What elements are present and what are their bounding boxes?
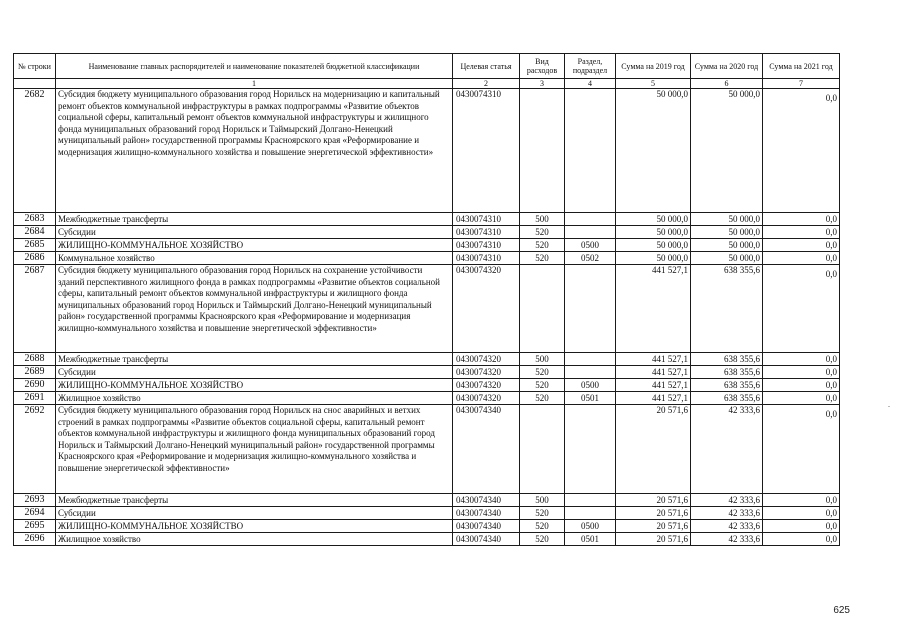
row-target-article: 0430074340	[453, 494, 520, 507]
row-sum-2021: 0,0	[763, 366, 840, 379]
row-name: Межбюджетные трансферты	[56, 353, 453, 366]
row-target-article: 0430074320	[453, 379, 520, 392]
row-sum-2019: 20 571,6	[616, 494, 691, 507]
row-section	[565, 507, 616, 520]
row-number: 2685	[14, 239, 56, 252]
row-sum-2019: 441 527,1	[616, 265, 691, 353]
row-number: 2689	[14, 366, 56, 379]
row-name: Субсидия бюджету муниципального образования город Норильск на сохранение устойчивости зданий перспективного жилищного фонда в рамках подпрограммы «Развитие объектов социальной сферы, капитальный ремонт объектов коммунальной инфраструктуры и жилищного фонда муниципальных образований город Норильск и Таймырский Долгано-Ненецкий муниципальный район» государственной программы Красноярского края «Реформирование и модернизация жилищно-коммунального хозяйства и повышение энергетической эффективности»	[56, 265, 453, 353]
row-expense-type: 520	[520, 533, 565, 546]
header-col-index: 7	[763, 79, 840, 89]
row-sum-2021: 0,0	[763, 533, 840, 546]
row-sum-2019: 20 571,6	[616, 405, 691, 494]
table-row	[14, 520, 840, 533]
row-sum-2019: 20 571,6	[616, 507, 691, 520]
row-sum-2021: 0,0	[763, 353, 840, 366]
row-sum-2021: 0,0	[763, 265, 840, 353]
row-sum-2020: 50 000,0	[691, 226, 763, 239]
header-sum-2020: Сумма на 2020 год	[691, 54, 763, 79]
row-name: ЖИЛИЩНО-КОММУНАЛЬНОЕ ХОЗЯЙСТВО	[56, 520, 453, 533]
row-number: 2687	[14, 265, 56, 353]
row-sum-2021: 0,0	[763, 392, 840, 405]
row-expense-type: 520	[520, 507, 565, 520]
row-sum-2020: 638 355,6	[691, 366, 763, 379]
row-section	[565, 265, 616, 353]
header-col-index: 2	[453, 79, 520, 89]
row-sum-2021: 0,0	[763, 507, 840, 520]
row-name: Субсидии	[56, 366, 453, 379]
row-target-article: 0430074310	[453, 226, 520, 239]
row-sum-2020: 50 000,0	[691, 89, 763, 213]
row-name: Субсидия бюджету муниципального образования город Норильск на модернизацию и капитальный ремонт объектов коммунальной инфраструктуры в рамках подпрограммы «Развитие объектов социальной сферы, капитальный ремонт объектов коммунальной инфраструктуры и жилищного фонда муниципальных образований город Норильск и Таймырский Долгано-Ненецкий муниципальный район» государственной программы Красноярского края «Реформирование и модернизация жилищно-коммунального хозяйства и повышение энергетической эффективности»	[56, 89, 453, 213]
table-row	[14, 213, 840, 226]
row-name: ЖИЛИЩНО-КОММУНАЛЬНОЕ ХОЗЯЙСТВО	[56, 239, 453, 252]
header-sum-2019: Сумма на 2019 год	[616, 54, 691, 79]
table-row	[14, 239, 840, 252]
header-name: Наименование главных распорядителей и наименование показателей бюджетной классификации	[56, 54, 453, 79]
row-sum-2019: 50 000,0	[616, 226, 691, 239]
row-sum-2019: 441 527,1	[616, 353, 691, 366]
row-name: Коммунальное хозяйство	[56, 252, 453, 265]
row-number: 2696	[14, 533, 56, 546]
row-section	[565, 226, 616, 239]
table-row	[14, 226, 840, 239]
row-sum-2019: 441 527,1	[616, 366, 691, 379]
row-sum-2019: 50 000,0	[616, 89, 691, 213]
row-sum-2020: 50 000,0	[691, 213, 763, 226]
budget-table	[13, 53, 840, 546]
row-name: Жилищное хозяйство	[56, 533, 453, 546]
header-col-index: 3	[520, 79, 565, 89]
row-expense-type: 500	[520, 353, 565, 366]
table-row	[14, 494, 840, 507]
row-target-article: 0430074320	[453, 353, 520, 366]
row-section: 0501	[565, 533, 616, 546]
row-number: 2694	[14, 507, 56, 520]
header-col-index	[14, 79, 56, 89]
row-name: Субсидии	[56, 507, 453, 520]
row-number: 2693	[14, 494, 56, 507]
row-target-article: 0430074320	[453, 366, 520, 379]
row-expense-type	[520, 265, 565, 353]
row-section: 0500	[565, 239, 616, 252]
table-row	[14, 392, 840, 405]
row-sum-2021: 0,0	[763, 213, 840, 226]
row-sum-2021: 0,0	[763, 226, 840, 239]
row-sum-2021: 0,0	[763, 405, 840, 494]
table-row	[14, 252, 840, 265]
row-section	[565, 89, 616, 213]
row-section	[565, 366, 616, 379]
header-target-article: Целевая статья	[453, 54, 520, 79]
row-sum-2019: 50 000,0	[616, 213, 691, 226]
row-sum-2020: 638 355,6	[691, 392, 763, 405]
row-number: 2690	[14, 379, 56, 392]
row-expense-type: 520	[520, 520, 565, 533]
row-name: ЖИЛИЩНО-КОММУНАЛЬНОЕ ХОЗЯЙСТВО	[56, 379, 453, 392]
row-section	[565, 494, 616, 507]
row-section: 0500	[565, 379, 616, 392]
row-sum-2020: 638 355,6	[691, 379, 763, 392]
row-sum-2019: 50 000,0	[616, 239, 691, 252]
row-sum-2020: 50 000,0	[691, 252, 763, 265]
row-section: 0502	[565, 252, 616, 265]
row-sum-2020: 50 000,0	[691, 239, 763, 252]
row-sum-2020: 42 333,6	[691, 507, 763, 520]
row-sum-2019: 20 571,6	[616, 533, 691, 546]
row-sum-2020: 638 355,6	[691, 353, 763, 366]
row-expense-type: 520	[520, 252, 565, 265]
row-section	[565, 353, 616, 366]
row-target-article: 0430074310	[453, 252, 520, 265]
header-col-index: 4	[565, 79, 616, 89]
row-name: Субсидия бюджету муниципального образования город Норильск на снос аварийных и ветхих строений в рамках подпрограммы «Развитие объектов социальной сферы, капитальный ремонт объектов коммунальной инфраструктуры и жилищного фонда муниципальных образований город Норильск и Таймырский Долгано-Ненецкий муниципальный район» государственной программы Красноярского края «Реформирование и модернизация жилищно-коммунального хозяйства и повышение энергетической эффективности»	[56, 405, 453, 494]
row-number: 2683	[14, 213, 56, 226]
row-sum-2021: 0,0	[763, 494, 840, 507]
row-expense-type: 500	[520, 494, 565, 507]
row-sum-2020: 42 333,6	[691, 520, 763, 533]
row-target-article: 0430074340	[453, 533, 520, 546]
row-expense-type: 520	[520, 392, 565, 405]
row-target-article: 0430074310	[453, 239, 520, 252]
table-row	[14, 379, 840, 392]
header-row-number: № строки	[14, 54, 56, 79]
row-sum-2020: 42 333,6	[691, 494, 763, 507]
table-row	[14, 265, 840, 353]
row-sum-2021: 0,0	[763, 89, 840, 213]
row-expense-type: 520	[520, 379, 565, 392]
row-section: 0500	[565, 520, 616, 533]
row-expense-type	[520, 405, 565, 494]
row-expense-type: 520	[520, 366, 565, 379]
row-sum-2021: 0,0	[763, 520, 840, 533]
row-number: 2684	[14, 226, 56, 239]
table-row	[14, 353, 840, 366]
row-sum-2020: 638 355,6	[691, 265, 763, 353]
row-target-article: 0430074340	[453, 520, 520, 533]
row-expense-type: 520	[520, 239, 565, 252]
header-col-index: 6	[691, 79, 763, 89]
row-number: 2688	[14, 353, 56, 366]
table-body	[14, 89, 840, 546]
table-header	[14, 54, 840, 89]
row-target-article: 0430074310	[453, 213, 520, 226]
row-sum-2020: 42 333,6	[691, 533, 763, 546]
row-sum-2019: 20 571,6	[616, 520, 691, 533]
page-number: 625	[833, 605, 850, 616]
row-expense-type: 500	[520, 213, 565, 226]
table-row	[14, 405, 840, 494]
row-section: 0501	[565, 392, 616, 405]
row-sum-2021: 0,0	[763, 379, 840, 392]
table-row	[14, 366, 840, 379]
row-name: Межбюджетные трансферты	[56, 213, 453, 226]
row-expense-type	[520, 89, 565, 213]
header-section: Раздел, подраздел	[565, 54, 616, 79]
row-number: 2686	[14, 252, 56, 265]
row-section	[565, 405, 616, 494]
row-target-article: 0430074320	[453, 265, 520, 353]
row-sum-2021: 0,0	[763, 252, 840, 265]
row-target-article: 0430074340	[453, 507, 520, 520]
header-expense-type: Вид расходов	[520, 54, 565, 79]
row-name: Субсидии	[56, 226, 453, 239]
row-sum-2021: 0,0	[763, 239, 840, 252]
scan-speck	[888, 406, 890, 407]
row-number: 2695	[14, 520, 56, 533]
header-col-index: 1	[56, 79, 453, 89]
header-col-index: 5	[616, 79, 691, 89]
table-row	[14, 89, 840, 213]
row-sum-2020: 42 333,6	[691, 405, 763, 494]
row-target-article: 0430074320	[453, 392, 520, 405]
row-expense-type: 520	[520, 226, 565, 239]
table-row	[14, 533, 840, 546]
row-sum-2019: 50 000,0	[616, 252, 691, 265]
header-sum-2021: Сумма на 2021 год	[763, 54, 840, 79]
row-sum-2019: 441 527,1	[616, 379, 691, 392]
row-number: 2691	[14, 392, 56, 405]
row-target-article: 0430074340	[453, 405, 520, 494]
table-row	[14, 507, 840, 520]
row-number: 2682	[14, 89, 56, 213]
row-name: Межбюджетные трансферты	[56, 494, 453, 507]
row-section	[565, 213, 616, 226]
row-number: 2692	[14, 405, 56, 494]
row-sum-2019: 441 527,1	[616, 392, 691, 405]
row-name: Жилищное хозяйство	[56, 392, 453, 405]
row-target-article: 0430074310	[453, 89, 520, 213]
